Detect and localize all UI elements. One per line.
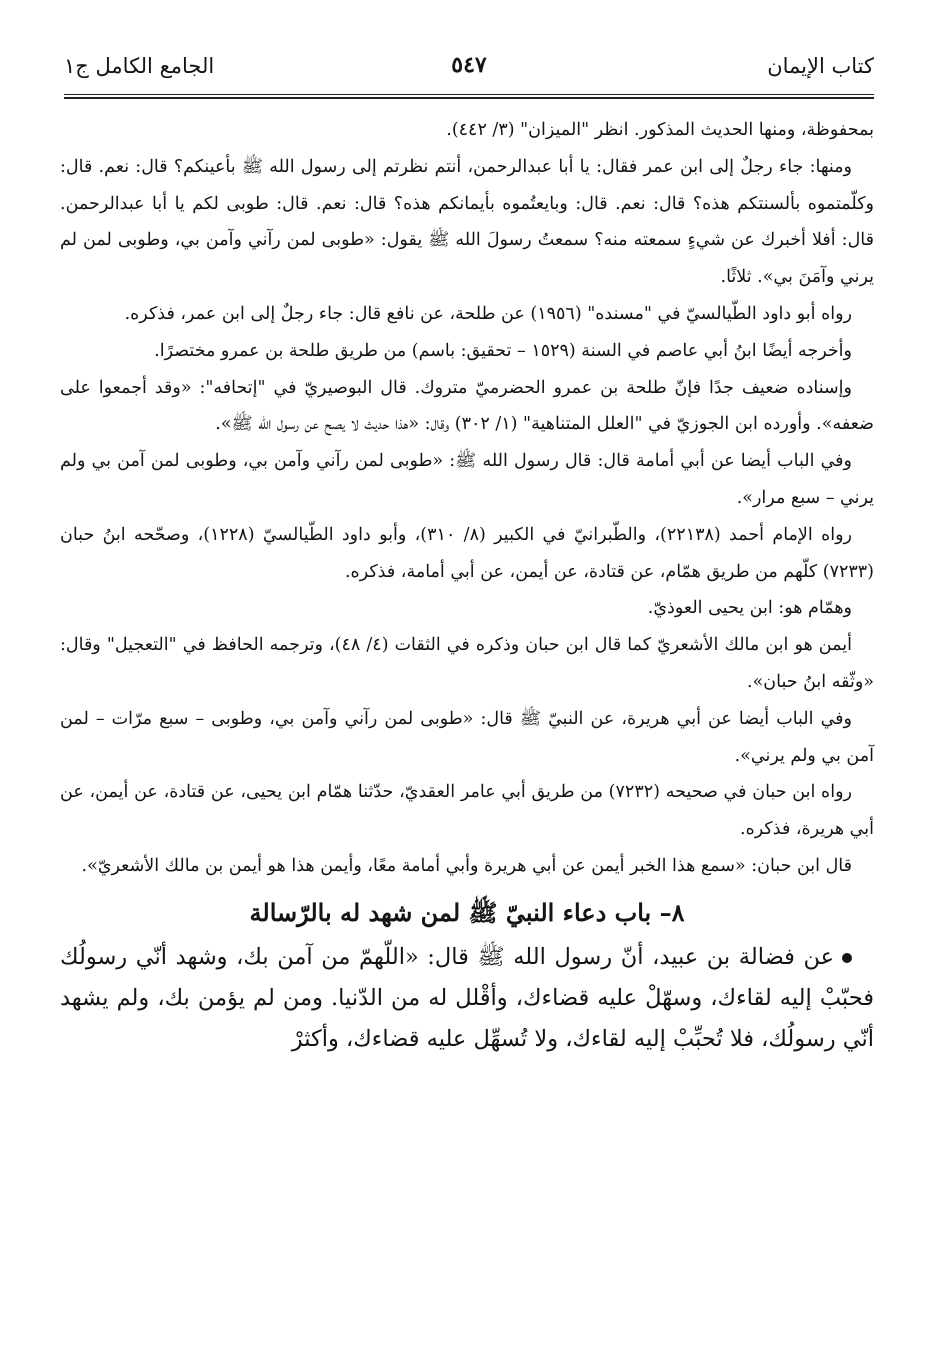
header-rule-thin [64,94,874,95]
hadith-block [60,937,874,1060]
hadith-text: عن فضالة بن عبيد، أنّ رسول الله ﷺ قال: «اللّهمّ من آمن بك، وشهد أنّي رسولُك فحبّبْ إليه لقاءك، وسهّلْ عليه قضاءك، وأقْلل له من الدّنيا. ومن لم يؤمن بك، ولم يشهد أنّي رسولُك، فلا تُحبِّبْ إليه لقاءك، ولا تُسهِّل عليه قضاءك، وأكثرْ [60,943,874,1052]
page-number: ٥٤٧ [451,52,487,78]
header-volume-title: الجامع الكامل ج١ [64,54,215,78]
paragraph: بمحفوظة، ومنها الحديث المذكور. انظر "الميزان" (٣/ ٤٤٢). [446,120,874,140]
bullet-icon [842,953,852,963]
paragraph: رواه الإمام أحمد (٢٢١٣٨)، والطّبرانيّ في الكبير (٨/ ٣١٠)، وأبو داود الطّيالسيّ (١٢٢٨)، وصحّحه ابنُ حبان (٧٢٣٣) كلّهم من طريق همّام، عن قتادة، عن أيمن، عن أبي أمامة، فذكره. [60,524,874,582]
paragraph: وفي الباب أيضا عن أبي أمامة قال: قال رسول الله ﷺ: «طوبى لمن رآني وآمن بي، وطوبى لمن آمن بي ولم يرني – سبع مرار». [60,451,874,508]
page-body [60,112,874,1060]
paragraph: ومنها: جاء رجلٌ إلى ابن عمر فقال: يا أبا عبدالرحمن، أنتم نظرتم إلى رسول الله ﷺ بأعينكم؟ قال: نعم. قال: وكلّمتموه بألسنتكم هذه؟ قال: نعم. قال: وبايعتُموه بأيمانكم هذه؟ قال: نعم. قال: طوبى لكم يا أبا عبدالرحمن. قال: أفلا أخبرك عن شيءٍ سمعته منه؟ سمعتُ رسولَ الله ﷺ يقول: «طوبى لمن رآني وآمن بي، وطوبى لمن لم يرني وآمَنَ بي». ثلاثًا. [60,156,874,288]
paragraph: قال ابن حبان: «سمع هذا الخبر أيمن عن أبي هريرة وأبي أمامة معًا، وأيمن هذا هو أيمن بن مالك الأشعريّ». [81,855,852,876]
paragraph: أيمن هو ابن مالك الأشعريّ كما قال ابن حبان وذكره في الثقات (٤/ ٤٨)، وترجمه الحافظ في "التعجيل" وقال: «وثّقه ابنُ حبان». [60,635,874,692]
paragraph: رواه ابن حبان في صحيحه (٧٢٣٢) من طريق أبي عامر العقديّ، حدّثنا همّام ابن يحيى، عن قتادة، عن أيمن، عن أبي هريرة، فذكره. [60,782,874,840]
paragraph: وفي الباب أيضا عن أبي هريرة، عن النبيّ ﷺ قال: «طوبى لمن رآني وآمن بي، وطوبى – سبع مرّات – لمن آمن بي ولم يرني». [60,708,874,766]
section-heading: ٨– باب دعاء النبيّ ﷺ لمن شهد له بالرّسالة [249,897,685,927]
header-rule-thick [64,97,874,99]
paragraph: وإسناده ضعيف جدًا فإنّ طلحة بن عمرو الحضرميّ متروك. قال البوصيريّ في "إتحافه": «وقد أجمعوا على ضعفه». وأورده ابن الجوزيّ في "العلل المتناهية" (١/ ٣٠٢) وقال: «هذا حديث لا يصح عن رسول الله ﷺ». [60,377,874,435]
paragraph: رواه أبو داود الطّيالسيّ في "مسنده" (١٩٥٦) عن طلحة، عن نافع قال: جاء رجلٌ إلى ابن عمر، فذكره. [124,303,852,324]
header-book-title: كتاب الإيمان [767,54,874,78]
page-header [64,48,874,94]
paragraph: وأخرجه أيضًا ابنُ أبي عاصم في السنة (١٥٢٩ – تحقيق: باسم) من طريق طلحة بن عمرو مختصرًا. [154,340,852,361]
paragraph: وهمّام هو: ابن يحيى العوذيّ. [647,598,852,619]
